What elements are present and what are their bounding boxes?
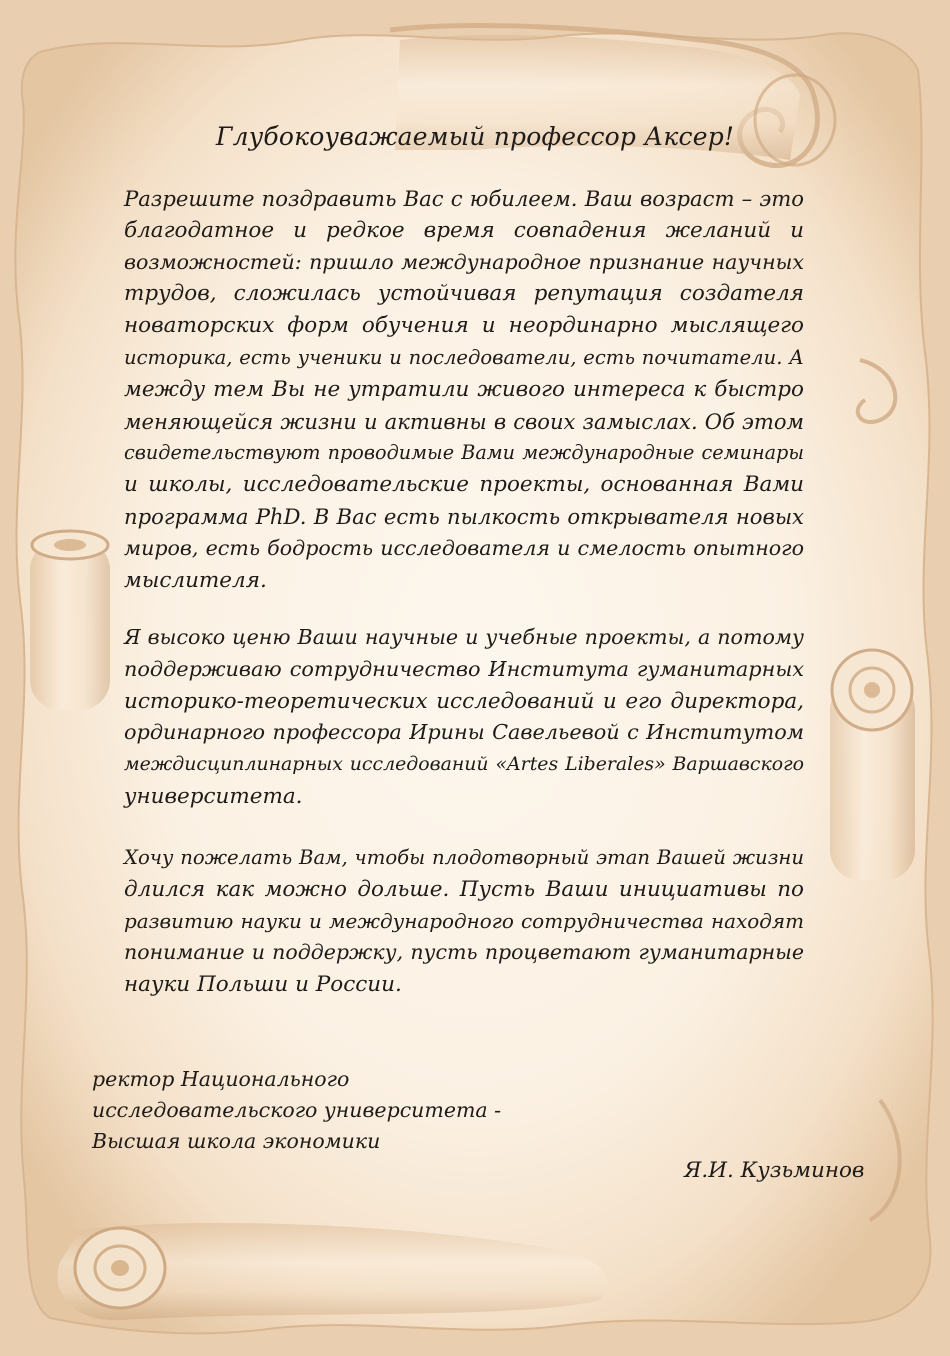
paragraph-line: университета.: [124, 783, 303, 809]
paragraph-line: науки Польши и России.: [124, 972, 402, 998]
paragraph-line: между тем Вы не утратили живого интереса к быстро: [124, 376, 804, 402]
signatory-title-line: исследовательского университета -: [92, 1098, 502, 1122]
paragraph-line: поддерживаю сотрудничество Института гуманитарных: [124, 656, 804, 681]
signatory-title: [92, 1064, 501, 1157]
paragraph-1: [124, 183, 804, 596]
paragraph-line: и школы, исследовательские проекты, основанная Вами: [124, 472, 804, 498]
paragraph-line: историка, есть ученики и последователи, есть почитатели. А: [124, 345, 804, 369]
paragraph-line: понимание и поддержку, пусть процветают гуманитарные: [124, 940, 804, 965]
salutation: Глубокоуважаемый профессор Аксер!: [215, 122, 735, 151]
paragraph-line: программа PhD. В Вас есть пылкость открывателя новых: [124, 503, 804, 529]
signatory-title-line: Высшая школа экономики: [92, 1129, 381, 1153]
paragraph-line: трудов, сложилась устойчивая репутация создателя: [124, 281, 804, 307]
paragraph-line: миров, есть бодрость исследователя и смелость опытного: [124, 535, 804, 560]
signatory-title-line: ректор Национального: [92, 1067, 350, 1091]
paragraph-line: междисциплинарных исследований «Artes Liberales» Варшавского: [124, 753, 804, 776]
paragraph-line: свидетельствуют проводимые Вами международные семинары: [124, 441, 804, 465]
paragraph-line: меняющейся жизни и активны в своих замыслах. Об этом: [124, 408, 804, 434]
paragraph-2: [124, 622, 804, 813]
paragraph-line: ординарного профессора Ирины Савельевой с Институтом: [124, 720, 804, 745]
paragraph-line: благодатное и редкое время совпадения желаний и: [124, 217, 804, 243]
paragraph-line: Разрешите поздравить Вас с юбилеем. Ваш возраст – это: [124, 186, 804, 211]
paragraph-line: Я высоко ценю Ваши научные и учебные проекты, а потому: [124, 625, 804, 649]
paragraph-line: возможностей: пришло международное признание научных: [124, 249, 804, 274]
paragraph-line: историко-теоретических исследований и его директора,: [124, 688, 804, 714]
paragraph-3: [124, 842, 804, 1001]
paragraph-line: мыслителя.: [124, 567, 267, 593]
paragraph-line: длился как можно дольше. Пусть Ваши инициативы по: [124, 876, 804, 902]
signatory-name: Я.И. Кузьминов: [684, 1158, 865, 1183]
paragraph-line: развитию науки и международного сотрудничества находят: [124, 908, 804, 933]
paragraph-line: новаторских форм обучения и неординарно мыслящего: [124, 313, 804, 339]
paragraph-line: Хочу пожелать Вам, чтобы плодотворный этап Вашей жизни: [124, 846, 804, 869]
